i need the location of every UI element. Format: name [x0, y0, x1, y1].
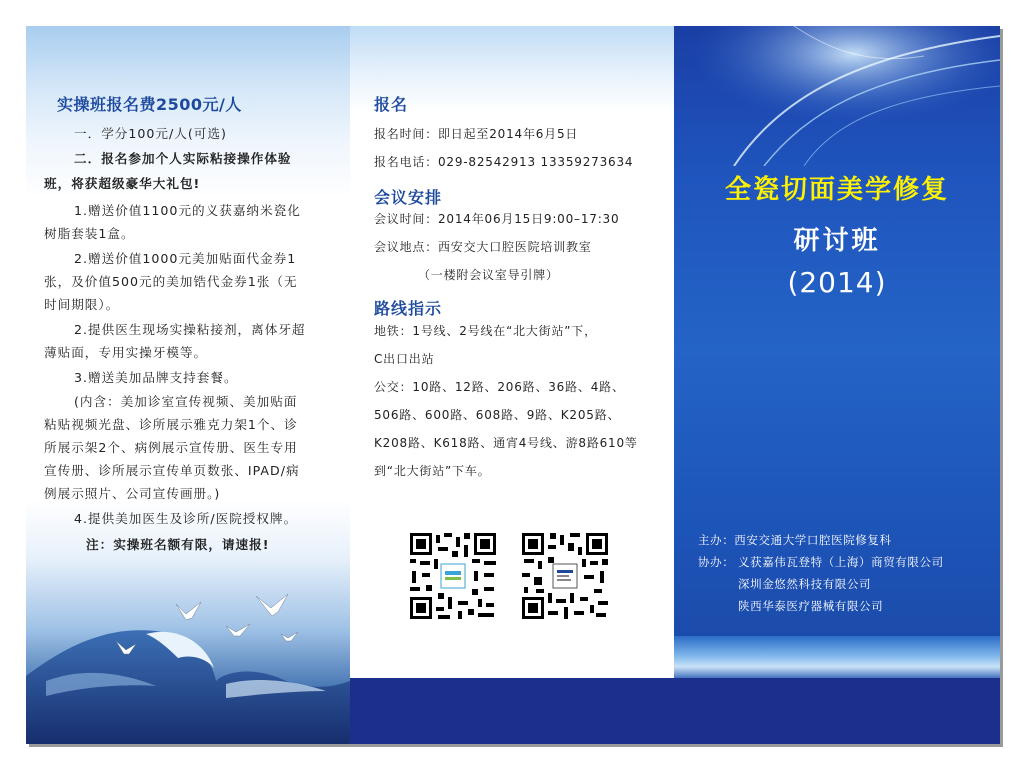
middle-bottom-band	[350, 678, 674, 744]
credit-line: 一．学分100元/人(可选)	[74, 126, 227, 141]
package-line-5: 例展示照片、公司宣传画册。)	[44, 486, 221, 501]
gift-1-line-2: 树脂套装1盒。	[44, 226, 135, 241]
brochure-sheet	[26, 26, 1000, 744]
gift-3-line-2: 薄贴面，专用实操牙模等。	[44, 345, 208, 360]
route-line-1: 地铁：1号线、2号线在“北大街站”下，	[374, 324, 597, 338]
route-line-4: 506路、600路、608路、9路、K205路、	[374, 408, 621, 422]
co-organizer-3: 陕西华泰医疗器械有限公司	[738, 599, 884, 613]
left-panel	[26, 26, 351, 744]
package-line-2: 粘贴视频光盘、诊所展示雅克力架1个、诊	[44, 417, 298, 432]
registration-heading: 报名	[374, 95, 409, 114]
route-line-5: K208路、K618路、通宵4号线、游8路610等	[374, 436, 638, 450]
route-line-6: 到“北大街站”下车。	[374, 464, 491, 478]
co-organizer-1: 义获嘉伟瓦登特（上海）商贸有限公司	[738, 555, 944, 569]
gift-1-line-1: 1.赠送价值1100元的义获嘉纳米瓷化	[74, 203, 301, 218]
co-organizer-2: 深圳金悠然科技有限公司	[738, 577, 872, 591]
route-line-2: C出口出站	[374, 352, 435, 366]
package-line-1: (内含：美加诊室宣传视频、美加贴面	[74, 394, 298, 409]
qr-code-icon	[520, 531, 610, 621]
fee-title: 实操班报名费2500元/人	[57, 95, 242, 114]
route-line-3: 公交：10路、12路、206路、36路、4路、	[374, 380, 625, 394]
meeting-heading: 会议安排	[374, 188, 443, 207]
middle-panel	[350, 26, 675, 744]
qr-code-icon	[408, 531, 498, 621]
route-heading: 路线指示	[374, 299, 443, 318]
package-line-3: 所展示架2个、病例展示宣传册、医生专用	[44, 440, 298, 455]
gift-2-line-2: 张，及价值500元的美加锆代金券1张（无	[44, 274, 298, 289]
organizer-line: 主办：西安交通大学口腔医院修复科	[698, 533, 892, 547]
course-title: 全瓷切面美学修复	[724, 175, 949, 205]
light-swirl-decoration	[674, 26, 1000, 166]
cover-panel	[674, 26, 1000, 744]
limited-seats-note: 注：实操班名额有限，请速报!	[86, 537, 270, 552]
registration-phone: 报名电话：029-82542913 13359273634	[374, 155, 634, 169]
course-subtitle: 研讨班	[793, 226, 881, 256]
course-year: (2014)	[787, 266, 887, 299]
registration-time: 报名时间：即日起至2014年6月5日	[374, 127, 579, 141]
horizon-glow-decoration	[674, 636, 1000, 680]
gift-2-line-1: 2.赠送价值1000元美加贴面代金券1	[74, 251, 297, 266]
gift-4-line: 3.赠送美加品牌支持套餐。	[74, 370, 238, 385]
offer-line-1: 二．报名参加个人实际粘接操作体验	[74, 151, 292, 166]
package-line-4: 宣传册、诊所展示宣传单页数张、IPAD/病	[44, 463, 300, 478]
ocean-wave-seagulls-image	[26, 586, 350, 744]
gift-5-line: 4.提供美加医生及诊所/医院授权牌。	[74, 511, 298, 526]
meeting-place: 会议地点：西安交大口腔医院培训教室	[374, 240, 592, 254]
meeting-time: 会议时间：2014年06月15日9:00–17:30	[374, 212, 620, 226]
offer-line-2: 班，将获超级豪华大礼包!	[44, 176, 201, 191]
cover-bottom-band	[674, 678, 1000, 744]
co-organizer-label: 协办：	[698, 555, 735, 569]
meeting-guide-note: （一楼附会议室导引牌）	[418, 268, 559, 282]
gift-2-line-3: 时间期限）。	[44, 297, 120, 312]
gift-3-line-1: 2.提供医生现场实操粘接剂，离体牙超	[74, 322, 306, 337]
